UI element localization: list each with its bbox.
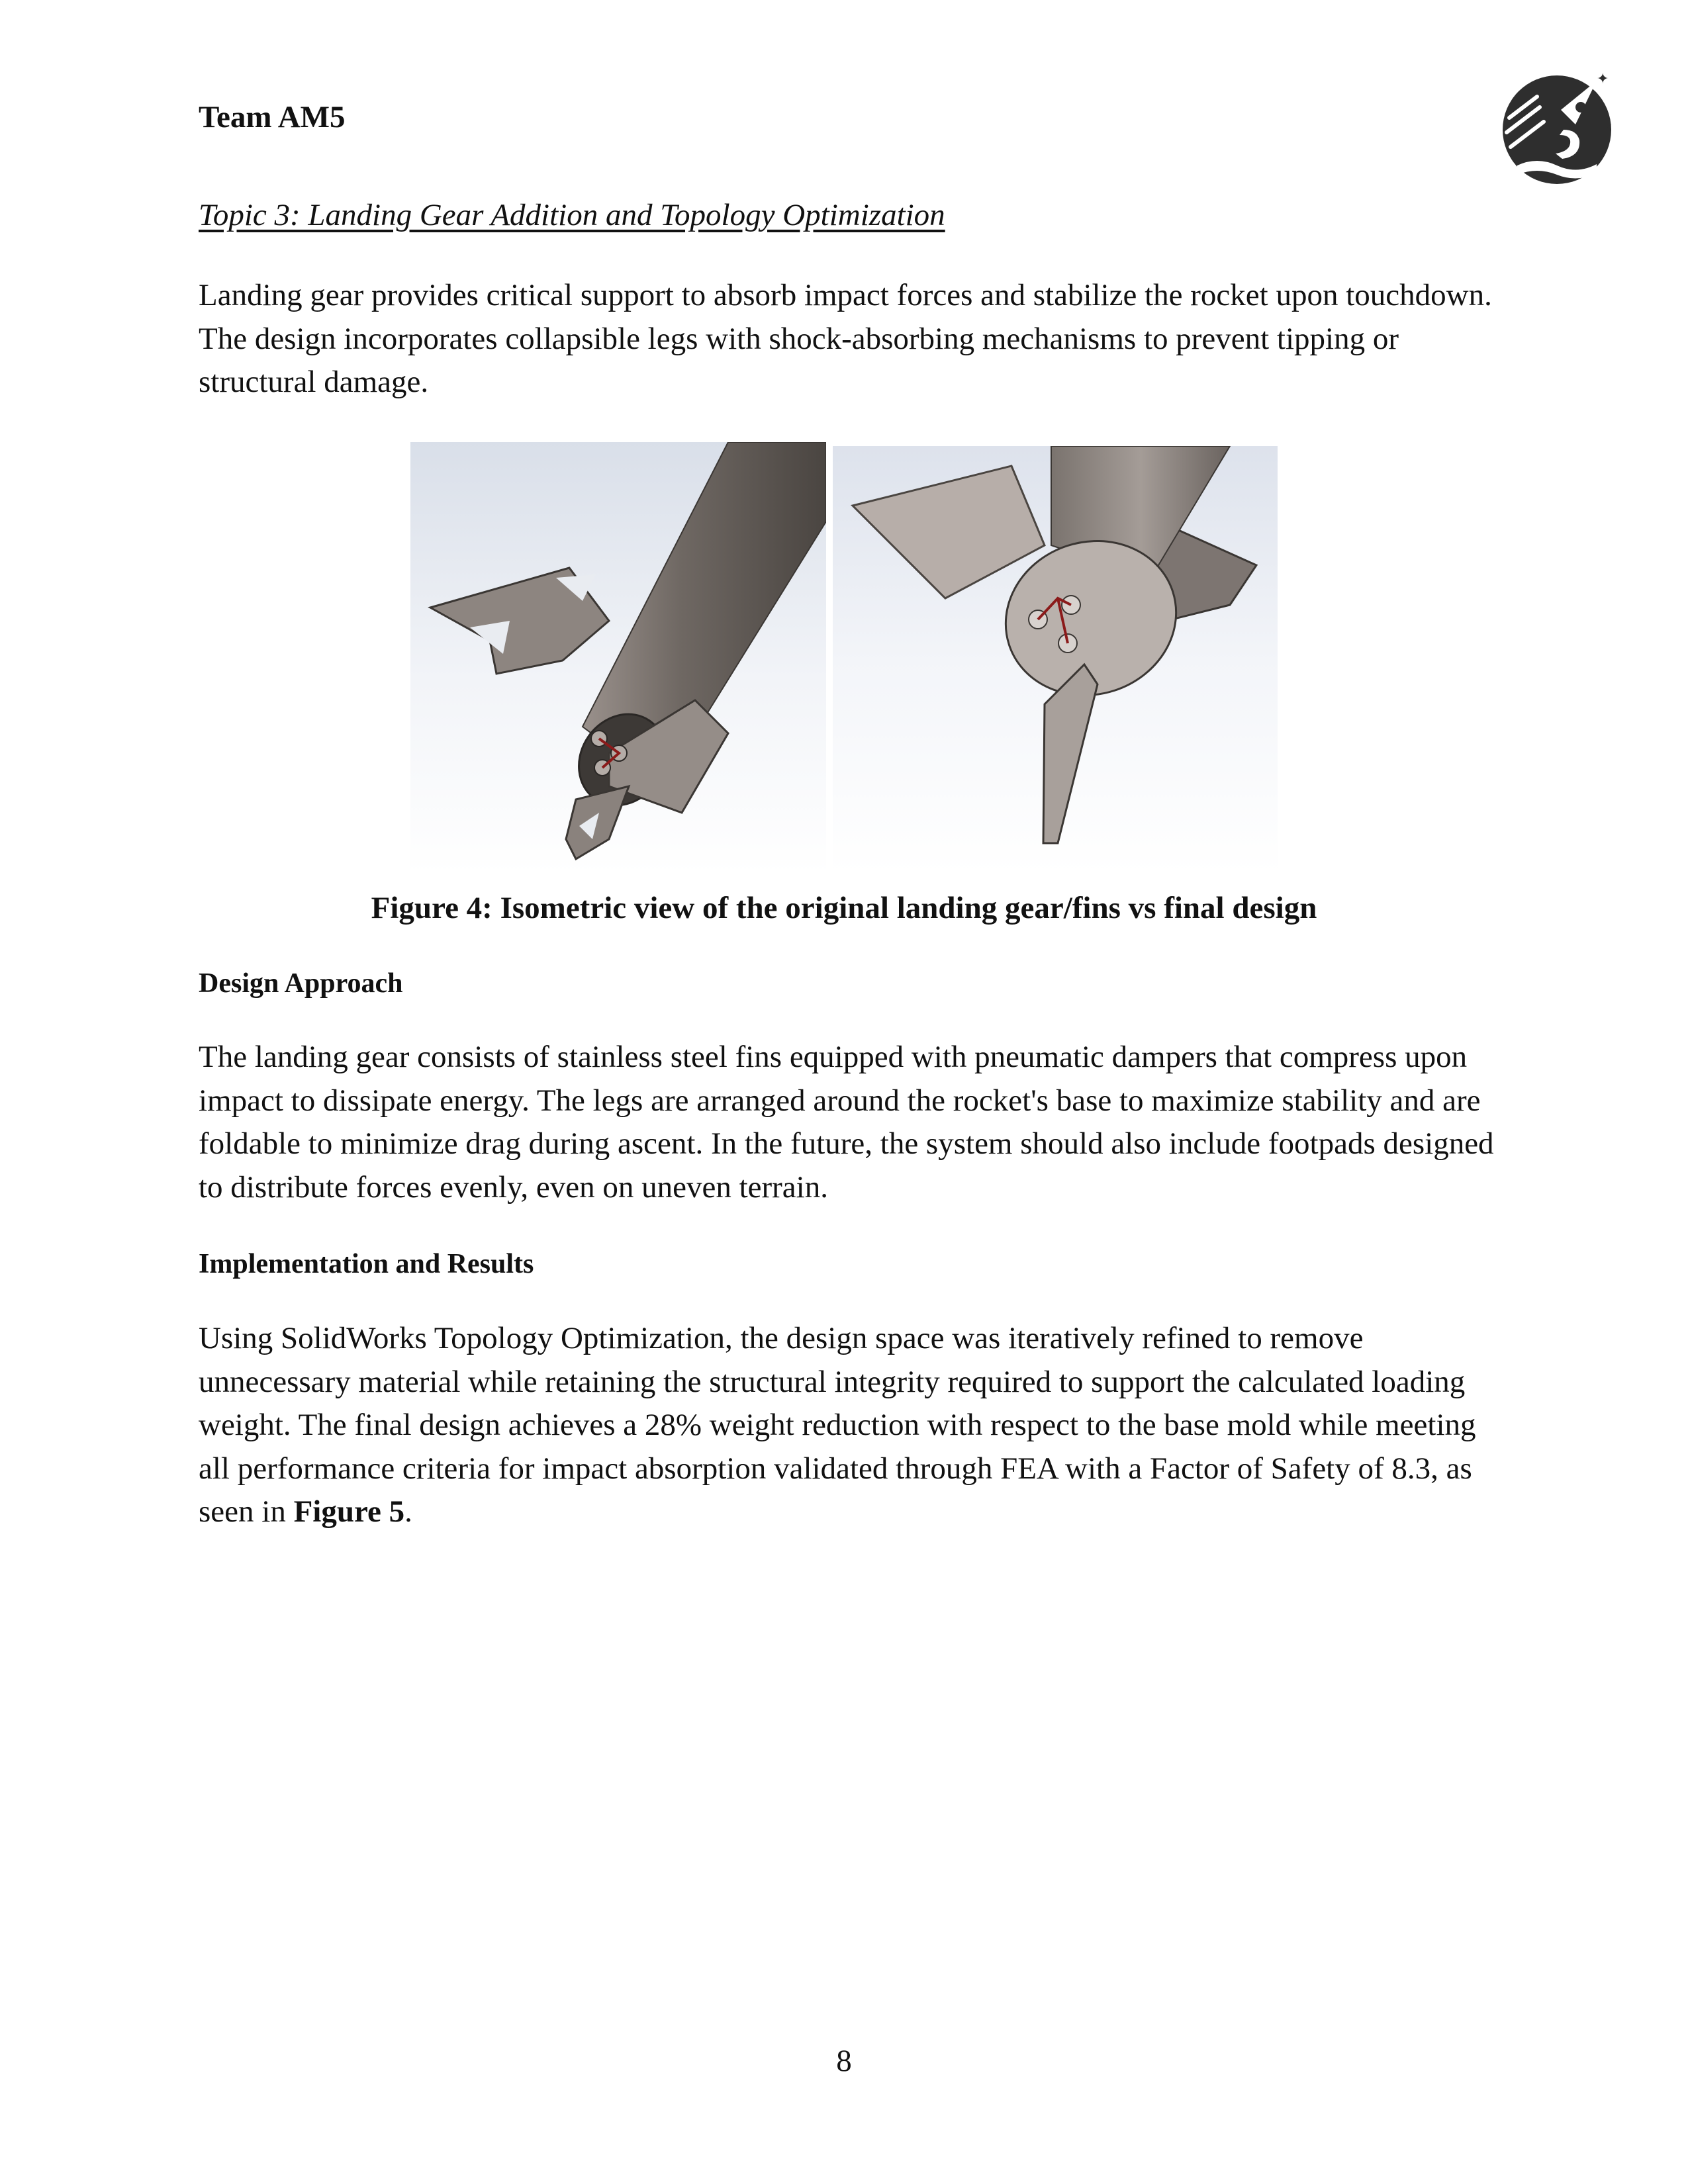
topic-heading: Topic 3: Landing Gear Addition and Topology Optimization: [199, 198, 945, 232]
svg-text:✦: ✦: [1603, 118, 1613, 131]
figure-5-reference: Figure 5: [293, 1494, 405, 1529]
rocket-icon: [1497, 66, 1617, 189]
figure-caption: Figure 4: Isometric view of the original landing gear/fins vs final design: [371, 891, 1317, 925]
implementation-paragraph: [199, 1317, 1496, 1534]
implementation-heading: Implementation and Results: [199, 1249, 534, 1279]
implementation-body: Using SolidWorks Topology Optimization, the design space was iteratively refined to remove unnecessary material while retaining the structural integrity required to support the calculated loading weight. The final design achieves a 28% weight reduction with respect to the base mold while meeting all performance criteria for impact absorption validated through FEA with a Factor of Safety of 8.3, as seen in: [199, 1321, 1476, 1529]
design-approach-heading: Design Approach: [199, 968, 403, 999]
final-design-render: [833, 446, 1278, 874]
design-approach-paragraph: The landing gear consists of stainless steel fins equipped with pneumatic dampers that compress upon impact to dissipate energy. The legs are arranged around the rocket's base to maximize stability and are foldable to minimize drag during ascent. In the future, the system should also include footpads designed to distribute forces evenly, even on uneven terrain.: [199, 1040, 1494, 1205]
page-number: 8: [836, 2044, 852, 2078]
implementation-end: .: [404, 1494, 412, 1529]
team-name: Team AM5: [199, 100, 346, 134]
original-design-render: [410, 442, 826, 874]
svg-text:✦: ✦: [1597, 71, 1609, 87]
intro-paragraph: Landing gear provides critical support to absorb impact forces and stabilize the rocket upon touchdown. The design incorporates collapsible legs with shock-absorbing mechanisms to prevent tipping or structural damage.: [199, 278, 1492, 399]
